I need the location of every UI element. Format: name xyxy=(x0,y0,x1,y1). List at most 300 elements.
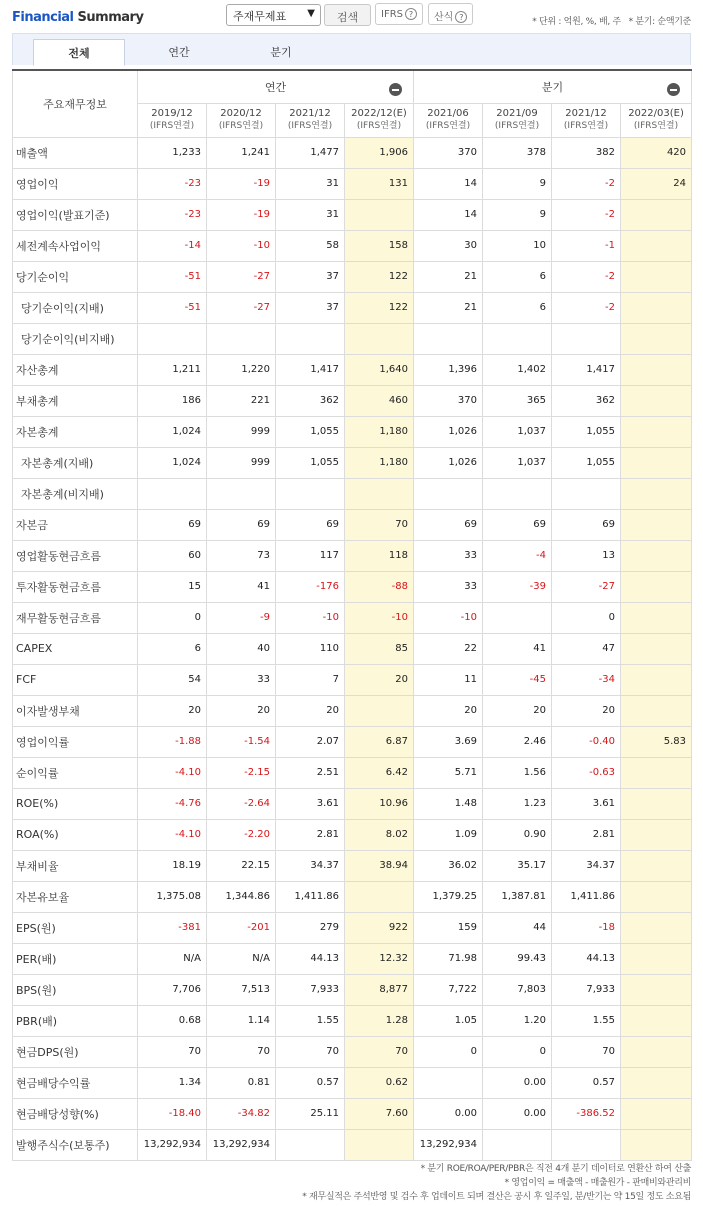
table-cell: 1,180 xyxy=(345,416,414,447)
table-cell: 1.05 xyxy=(414,1005,483,1036)
table-cell: N/A xyxy=(138,943,207,974)
table-cell: 6 xyxy=(138,633,207,664)
table-cell: 7,803 xyxy=(483,974,552,1005)
column-basis: (IFRS연결) xyxy=(563,121,609,131)
table-cell: 7,706 xyxy=(138,974,207,1005)
table-row xyxy=(13,633,692,664)
table-cell: 1,055 xyxy=(276,416,345,447)
table-cell xyxy=(552,323,621,354)
table-cell: 0.57 xyxy=(276,1067,345,1098)
table-row xyxy=(13,881,692,912)
row-label: 영업이익률 xyxy=(13,726,138,757)
table-cell xyxy=(621,1098,692,1129)
table-cell: 1,411.86 xyxy=(552,881,621,912)
table-cell: 279 xyxy=(276,912,345,943)
table-row xyxy=(13,354,692,385)
table-cell: 41 xyxy=(483,633,552,664)
help-icon: ? xyxy=(455,11,467,23)
table-cell: N/A xyxy=(207,943,276,974)
table-cell: -201 xyxy=(207,912,276,943)
table-cell xyxy=(621,416,692,447)
table-cell xyxy=(345,323,414,354)
table-cell: 21 xyxy=(414,292,483,323)
table-cell: 35.17 xyxy=(483,850,552,881)
collapse-annual-icon[interactable] xyxy=(389,83,402,96)
table-cell: 69 xyxy=(276,509,345,540)
table-cell xyxy=(621,385,692,416)
formula-help-button[interactable] xyxy=(428,3,473,25)
table-cell: 1,375.08 xyxy=(138,881,207,912)
row-label: 자본총계 xyxy=(13,416,138,447)
row-label: 영업활동현금흐름 xyxy=(13,540,138,571)
table-row xyxy=(13,757,692,788)
table-cell: 6.42 xyxy=(345,757,414,788)
row-label: 현금배당수익률 xyxy=(13,1067,138,1098)
table-cell xyxy=(345,1129,414,1160)
row-label: 당기순이익(비지배) xyxy=(13,323,138,354)
statement-select[interactable] xyxy=(226,4,321,26)
table-cell: -9 xyxy=(207,602,276,633)
quarter-group-label: 분기 xyxy=(541,80,564,94)
row-label: EPS(원) xyxy=(13,912,138,943)
table-cell: -1.88 xyxy=(138,726,207,757)
table-cell: 18.19 xyxy=(138,850,207,881)
column-header xyxy=(483,103,552,137)
table-cell: 5.83 xyxy=(621,726,692,757)
table-row xyxy=(13,1098,692,1129)
table-cell: 122 xyxy=(345,261,414,292)
table-cell: -176 xyxy=(276,571,345,602)
table-row xyxy=(13,571,692,602)
table-cell: 69 xyxy=(552,509,621,540)
table-cell: 14 xyxy=(414,199,483,230)
table-cell: 3.69 xyxy=(414,726,483,757)
table-row xyxy=(13,695,692,726)
title-financial: Financial xyxy=(12,10,74,25)
table-cell: 1,417 xyxy=(276,354,345,385)
table-row xyxy=(13,974,692,1005)
table-cell: 2.81 xyxy=(552,819,621,850)
column-period: 2021/12 xyxy=(289,108,331,119)
table-cell: 0.81 xyxy=(207,1067,276,1098)
table-cell: 1.55 xyxy=(276,1005,345,1036)
table-cell: 71.98 xyxy=(414,943,483,974)
table-cell: -2 xyxy=(552,261,621,292)
table-cell: 0.90 xyxy=(483,819,552,850)
column-header xyxy=(207,103,276,137)
table-cell xyxy=(621,509,692,540)
column-header xyxy=(345,103,414,137)
table-cell: 2.51 xyxy=(276,757,345,788)
units-note xyxy=(532,14,691,27)
table-cell: -19 xyxy=(207,199,276,230)
table-cell: 33 xyxy=(414,571,483,602)
row-label: 순이익률 xyxy=(13,757,138,788)
table-cell: 1,055 xyxy=(276,447,345,478)
table-cell: 1,024 xyxy=(138,447,207,478)
table-cell: 33 xyxy=(207,664,276,695)
table-cell: 362 xyxy=(552,385,621,416)
row-label: 영업이익 xyxy=(13,168,138,199)
table-cell: -2 xyxy=(552,199,621,230)
table-row xyxy=(13,602,692,633)
table-cell: -2.20 xyxy=(207,819,276,850)
table-cell xyxy=(345,695,414,726)
table-row xyxy=(13,199,692,230)
table-row xyxy=(13,137,692,168)
table-cell: -27 xyxy=(552,571,621,602)
table-cell: 110 xyxy=(276,633,345,664)
column-period: 2021/12 xyxy=(565,108,607,119)
table-cell: -4.10 xyxy=(138,819,207,850)
table-cell: 6 xyxy=(483,261,552,292)
ifrs-help-button[interactable] xyxy=(375,3,423,25)
row-label: 현금DPS(원) xyxy=(13,1036,138,1067)
row-label: 발행주식수(보통주) xyxy=(13,1129,138,1160)
table-cell: 1,180 xyxy=(345,447,414,478)
table-row xyxy=(13,540,692,571)
table-cell: 0.68 xyxy=(138,1005,207,1036)
table-row xyxy=(13,168,692,199)
table-cell: 1,906 xyxy=(345,137,414,168)
table-cell: 13,292,934 xyxy=(414,1129,483,1160)
tab-all[interactable]: 전체 xyxy=(33,39,125,66)
table-cell: 24 xyxy=(621,168,692,199)
table-cell: 1.56 xyxy=(483,757,552,788)
table-cell: 158 xyxy=(345,230,414,261)
table-cell xyxy=(621,850,692,881)
table-cell: 131 xyxy=(345,168,414,199)
table-cell: 2.46 xyxy=(483,726,552,757)
annual-group-label: 연간 xyxy=(264,80,287,94)
annual-group-header xyxy=(138,70,414,103)
table-cell: 44.13 xyxy=(276,943,345,974)
table-cell: -27 xyxy=(207,261,276,292)
table-cell: 8.02 xyxy=(345,819,414,850)
table-cell: -4.10 xyxy=(138,757,207,788)
table-cell xyxy=(138,323,207,354)
table-cell: 1.20 xyxy=(483,1005,552,1036)
row-label: 현금배당성향(%) xyxy=(13,1098,138,1129)
table-cell: 1,037 xyxy=(483,447,552,478)
table-cell xyxy=(621,881,692,912)
row-label: 자본총계(지배) xyxy=(13,447,138,478)
table-cell: 31 xyxy=(276,199,345,230)
table-cell: 117 xyxy=(276,540,345,571)
financial-summary-table xyxy=(12,69,692,1161)
table-row xyxy=(13,788,692,819)
table-cell: -14 xyxy=(138,230,207,261)
toolbar xyxy=(0,0,703,33)
table-row xyxy=(13,230,692,261)
table-row xyxy=(13,1067,692,1098)
table-cell: -34.82 xyxy=(207,1098,276,1129)
table-cell: 118 xyxy=(345,540,414,571)
table-cell: 73 xyxy=(207,540,276,571)
table-cell: 460 xyxy=(345,385,414,416)
table-cell: 70 xyxy=(207,1036,276,1067)
row-label: FCF xyxy=(13,664,138,695)
table-cell: -19 xyxy=(207,168,276,199)
table-cell: 25.11 xyxy=(276,1098,345,1129)
units-text: * 단위 : 억원, %, 배, 주 xyxy=(532,17,621,27)
table-row xyxy=(13,726,692,757)
table-cell: 7 xyxy=(276,664,345,695)
table-cell: -34 xyxy=(552,664,621,695)
table-cell xyxy=(621,447,692,478)
table-cell: 1,640 xyxy=(345,354,414,385)
table-cell: 31 xyxy=(276,168,345,199)
table-cell xyxy=(621,819,692,850)
table-row xyxy=(13,385,692,416)
table-cell: 0 xyxy=(138,602,207,633)
table-cell: 54 xyxy=(138,664,207,695)
table-cell: 20 xyxy=(414,695,483,726)
row-label: 이자발생부채 xyxy=(13,695,138,726)
table-cell: 12.32 xyxy=(345,943,414,974)
table-cell xyxy=(621,1005,692,1036)
table-cell: -45 xyxy=(483,664,552,695)
table-cell xyxy=(621,602,692,633)
table-cell: 370 xyxy=(414,137,483,168)
row-label: BPS(원) xyxy=(13,974,138,1005)
table-cell xyxy=(276,323,345,354)
table-cell xyxy=(276,1129,345,1160)
column-period: 2020/12 xyxy=(220,108,262,119)
table-cell: -2.15 xyxy=(207,757,276,788)
table-cell xyxy=(621,757,692,788)
table-cell: 5.71 xyxy=(414,757,483,788)
table-row xyxy=(13,1129,692,1160)
table-cell: 1,411.86 xyxy=(276,881,345,912)
table-cell: 1.34 xyxy=(138,1067,207,1098)
table-cell: 70 xyxy=(345,509,414,540)
table-cell: 85 xyxy=(345,633,414,664)
table-cell: 58 xyxy=(276,230,345,261)
row-label: 부채비율 xyxy=(13,850,138,881)
table-cell: 122 xyxy=(345,292,414,323)
table-cell: 9 xyxy=(483,168,552,199)
table-cell: 13,292,934 xyxy=(138,1129,207,1160)
table-cell xyxy=(414,478,483,509)
table-row xyxy=(13,1036,692,1067)
table-cell: 20 xyxy=(345,664,414,695)
table-cell xyxy=(621,1067,692,1098)
table-cell: 0.57 xyxy=(552,1067,621,1098)
table-cell: 13,292,934 xyxy=(207,1129,276,1160)
column-period: 2021/09 xyxy=(496,108,538,119)
table-cell: 34.37 xyxy=(552,850,621,881)
table-cell xyxy=(345,478,414,509)
table-cell xyxy=(621,261,692,292)
column-header xyxy=(621,103,692,137)
table-cell: -2.64 xyxy=(207,788,276,819)
table-cell: -0.40 xyxy=(552,726,621,757)
table-cell: 7,933 xyxy=(552,974,621,1005)
table-cell: 1,379.25 xyxy=(414,881,483,912)
row-label: PER(배) xyxy=(13,943,138,974)
row-label: ROE(%) xyxy=(13,788,138,819)
table-cell: 6 xyxy=(483,292,552,323)
row-label: 자본총계(비지배) xyxy=(13,478,138,509)
table-cell: 1,037 xyxy=(483,416,552,447)
table-cell xyxy=(621,1036,692,1067)
table-cell: 420 xyxy=(621,137,692,168)
table-cell: -27 xyxy=(207,292,276,323)
table-cell: 1,233 xyxy=(138,137,207,168)
table-cell: -39 xyxy=(483,571,552,602)
table-cell: 3.61 xyxy=(276,788,345,819)
table-cell: 20 xyxy=(483,695,552,726)
table-cell: -2 xyxy=(552,168,621,199)
table-cell: 1,402 xyxy=(483,354,552,385)
table-cell: -0.63 xyxy=(552,757,621,788)
row-label: CAPEX xyxy=(13,633,138,664)
table-cell: 0.00 xyxy=(414,1098,483,1129)
table-cell xyxy=(138,478,207,509)
table-cell: -386.52 xyxy=(552,1098,621,1129)
quarter-basis-text: * 분기: 순액기준 xyxy=(628,17,691,27)
table-cell xyxy=(621,354,692,385)
table-cell: 1,026 xyxy=(414,416,483,447)
table-cell xyxy=(621,230,692,261)
statement-select-value: 주재무제표 xyxy=(233,10,287,23)
table-row xyxy=(13,912,692,943)
table-cell: 21 xyxy=(414,261,483,292)
table-cell: 1,477 xyxy=(276,137,345,168)
table-cell: -51 xyxy=(138,292,207,323)
table-cell: 2.81 xyxy=(276,819,345,850)
table-cell: 0.00 xyxy=(483,1067,552,1098)
help-icon: ? xyxy=(405,8,417,20)
column-header xyxy=(276,103,345,137)
table-cell: 159 xyxy=(414,912,483,943)
table-cell: 1,241 xyxy=(207,137,276,168)
period-tabs xyxy=(12,33,691,65)
table-cell: 1,344.86 xyxy=(207,881,276,912)
table-cell: 69 xyxy=(207,509,276,540)
table-cell: 1,026 xyxy=(414,447,483,478)
table-cell xyxy=(483,1129,552,1160)
table-cell: 15 xyxy=(138,571,207,602)
table-cell: -18 xyxy=(552,912,621,943)
table-row xyxy=(13,478,692,509)
row-label: 자산총계 xyxy=(13,354,138,385)
row-label: PBR(배) xyxy=(13,1005,138,1036)
table-cell: -1.54 xyxy=(207,726,276,757)
table-cell: -23 xyxy=(138,168,207,199)
tab-annual[interactable]: 연간 xyxy=(168,46,190,59)
table-cell xyxy=(483,478,552,509)
row-label: 투자활동현금흐름 xyxy=(13,571,138,602)
table-row xyxy=(13,819,692,850)
table-row xyxy=(13,323,692,354)
table-cell: -1 xyxy=(552,230,621,261)
table-cell: 1.09 xyxy=(414,819,483,850)
table-cell: 0.62 xyxy=(345,1067,414,1098)
table-cell: -51 xyxy=(138,261,207,292)
table-cell: 7,933 xyxy=(276,974,345,1005)
table-cell: 8,877 xyxy=(345,974,414,1005)
table-cell: 10.96 xyxy=(345,788,414,819)
table-cell: -10 xyxy=(276,602,345,633)
table-cell: 7,513 xyxy=(207,974,276,1005)
table-cell xyxy=(207,478,276,509)
table-cell: 40 xyxy=(207,633,276,664)
table-cell xyxy=(207,323,276,354)
tab-quarter[interactable]: 분기 xyxy=(270,46,292,59)
table-cell: 20 xyxy=(138,695,207,726)
table-cell: 38.94 xyxy=(345,850,414,881)
column-period: 2021/06 xyxy=(427,108,469,119)
table-row xyxy=(13,1005,692,1036)
table-cell: 0 xyxy=(483,1036,552,1067)
column-header xyxy=(138,103,207,137)
quarter-group-header xyxy=(414,70,692,103)
column-basis: (IFRS연결) xyxy=(218,121,264,131)
row-label: 당기순이익 xyxy=(13,261,138,292)
title-summary: Summary xyxy=(77,10,144,25)
table-row xyxy=(13,664,692,695)
row-label: 영업이익(발표기준) xyxy=(13,199,138,230)
table-row xyxy=(13,850,692,881)
search-button[interactable]: 검색 xyxy=(324,4,371,26)
table-cell: -381 xyxy=(138,912,207,943)
table-cell: 1,055 xyxy=(552,416,621,447)
table-cell xyxy=(276,478,345,509)
table-cell: 1.14 xyxy=(207,1005,276,1036)
table-cell xyxy=(483,602,552,633)
table-cell: 36.02 xyxy=(414,850,483,881)
table-cell: 37 xyxy=(276,292,345,323)
table-cell: 0.00 xyxy=(483,1098,552,1129)
table-cell: 7,722 xyxy=(414,974,483,1005)
table-cell: 370 xyxy=(414,385,483,416)
table-cell: 70 xyxy=(345,1036,414,1067)
table-cell: 1,211 xyxy=(138,354,207,385)
table-cell: 378 xyxy=(483,137,552,168)
row-label: 세전계속사업이익 xyxy=(13,230,138,261)
table-row xyxy=(13,943,692,974)
table-cell: 365 xyxy=(483,385,552,416)
table-cell: 20 xyxy=(276,695,345,726)
column-basis: (IFRS연결) xyxy=(356,121,402,131)
table-row xyxy=(13,509,692,540)
table-cell: 14 xyxy=(414,168,483,199)
table-cell xyxy=(621,788,692,819)
table-cell xyxy=(621,540,692,571)
table-cell: 20 xyxy=(207,695,276,726)
row-label: 당기순이익(지배) xyxy=(13,292,138,323)
page-title xyxy=(12,10,143,25)
table-cell: 1.48 xyxy=(414,788,483,819)
table-cell: 1.55 xyxy=(552,1005,621,1036)
table-row xyxy=(13,416,692,447)
row-label: 재무활동현금흐름 xyxy=(13,602,138,633)
table-cell: 1,055 xyxy=(552,447,621,478)
table-cell: 9 xyxy=(483,199,552,230)
table-cell: -2 xyxy=(552,292,621,323)
table-cell: 3.61 xyxy=(552,788,621,819)
table-cell: -4 xyxy=(483,540,552,571)
collapse-quarter-icon[interactable] xyxy=(667,83,680,96)
table-cell: 999 xyxy=(207,447,276,478)
table-cell: 69 xyxy=(414,509,483,540)
table-cell xyxy=(483,323,552,354)
table-cell: -10 xyxy=(207,230,276,261)
table-cell: -88 xyxy=(345,571,414,602)
table-cell xyxy=(621,664,692,695)
